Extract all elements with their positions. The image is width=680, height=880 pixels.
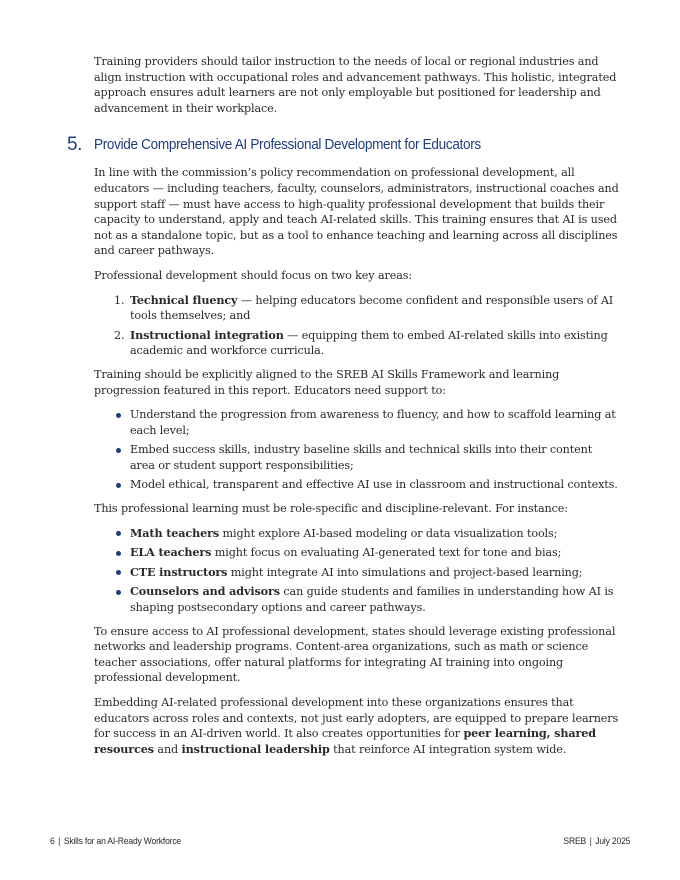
section-number: 5. [67, 134, 82, 156]
list-item-text: Embed success skills, industry baseline skills and technical skills into their content area or student support responsibilities; [130, 443, 593, 472]
list-item-bold: Counselors and advisors [130, 584, 280, 599]
bold-phrase: instructional leadership [181, 741, 330, 756]
organization-name: SREB [563, 836, 586, 847]
list-item [94, 442, 619, 473]
section-paragraph-3: Training should be explicitly aligned to the SREB AI Skills Framework and learning progression featured in this report. Educators need support to: [94, 367, 560, 397]
footer-separator: | [58, 836, 61, 847]
section-paragraph-6 [94, 695, 619, 757]
list-item-text: — helping educators become confident and responsible users of AI tools themselves; and [130, 293, 614, 323]
list-item [94, 407, 619, 438]
list-item [94, 565, 619, 581]
bold-phrase: peer learning, shared resources [94, 726, 596, 756]
list-item [94, 328, 619, 359]
list-item-text: might focus on evaluating AI-generated text for tone and bias; [211, 546, 562, 560]
list-item-text: Understand the progression from awareness to fluency, and how to scaffold learning at each level; [130, 408, 616, 437]
list-item-bold: Instructional integration [130, 327, 284, 342]
intro-paragraph: Training providers should tailor instruction to the needs of local or regional industries and align instruction with occupational roles and advancement pathways. This holistic, integrated approach ensures adult learners are not only employable but positioned for leadership and advancement in their workplace. [94, 55, 617, 115]
list-item-bold: Technical fluency [130, 292, 238, 307]
section-paragraph-1: In line with the commission’s policy recommendation on professional development, all educators — including teachers, faculty, counselors, administrators, instructional coaches and support staff — must have access to high-quality professional development that builds their capacity to understand, apply and teach AI-related skills. This training ensures that AI is used not as a standalone topic, but as a tool to enhance teaching and learning across all disciplines and career pathways. [94, 166, 619, 258]
footer-separator: | [589, 836, 592, 847]
list-item [94, 477, 619, 493]
bullet-icon [116, 570, 121, 575]
bullet-icon [116, 483, 121, 488]
section-paragraph-5: To ensure access to AI professional development, states should leverage existing professional networks and leadership programs. Content-area organizations, such as math or science teacher associations, offer natural platforms for integrating AI training into ongoing professional development. [94, 624, 616, 685]
list-item [94, 293, 619, 324]
bullet-icon [116, 413, 121, 418]
role-list [94, 526, 619, 616]
bullet-icon [116, 590, 121, 595]
focus-areas-list [94, 293, 619, 359]
footer-left [50, 836, 181, 847]
list-item-text: Model ethical, transparent and effective AI use in classroom and instructional contexts. [130, 478, 618, 492]
list-item-bold: CTE instructors [130, 564, 228, 579]
bullet-icon [116, 551, 121, 556]
section-heading [67, 134, 619, 156]
main-content [67, 54, 619, 766]
list-item [94, 584, 619, 615]
list-item-text: might integrate AI into simulations and project-based learning; [227, 565, 583, 579]
list-number: 1. [114, 293, 125, 307]
support-list [94, 407, 619, 493]
page-number: 6 [50, 836, 55, 847]
list-item-bold: ELA teachers [130, 545, 212, 560]
bullet-icon [116, 531, 121, 536]
list-item-bold: Math teachers [130, 525, 220, 540]
footer-right [563, 836, 630, 847]
section-paragraph-4: This professional learning must be role-specific and discipline-relevant. For instance: [94, 502, 568, 516]
document-title: Skills for an AI-Ready Workforce [63, 836, 181, 847]
list-item [94, 526, 619, 542]
publication-date: July 2025 [595, 836, 630, 847]
list-item-text: — equipping them to embed AI-related skills into existing academic and workforce curricula. [130, 328, 608, 358]
section-paragraph-2: Professional development should focus on two key areas: [94, 268, 413, 282]
paragraph-text: and [153, 742, 182, 756]
paragraph-text: Embedding AI-related professional development into these organizations ensures that educators across roles and contexts, not just early adopters, are equipped to prepare learners for success in an AI-driven world. It also creates opportunities for [94, 696, 619, 741]
list-item [94, 545, 619, 561]
list-item-text: might explore AI-based modeling or data visualization tools; [219, 526, 558, 540]
list-number: 2. [114, 328, 125, 342]
bullet-icon [116, 448, 121, 453]
section-title: Provide Comprehensive AI Professional Development for Educators [94, 137, 481, 154]
paragraph-text: that reinforce AI integration system wide. [329, 742, 567, 756]
list-item-text: can guide students and families in understanding how AI is shaping postsecondary options and career pathways. [130, 585, 614, 615]
